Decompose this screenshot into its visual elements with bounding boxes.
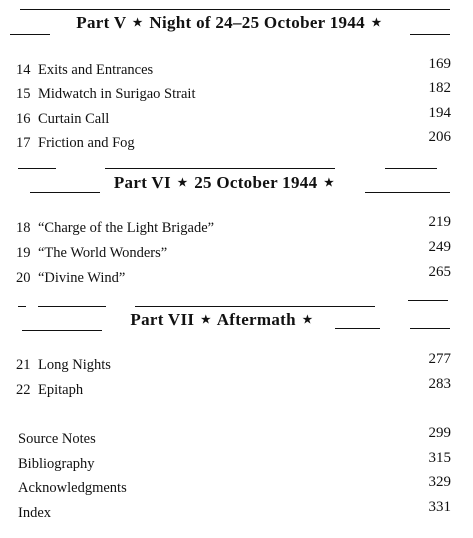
back-matter-title: Acknowledgments — [18, 480, 127, 496]
star-icon: ★ — [200, 314, 212, 326]
chapter-number: 16 — [16, 111, 31, 127]
chapter-number: 15 — [16, 86, 31, 102]
chapter-title: Long Nights — [38, 357, 111, 373]
toc-entry[interactable] — [16, 239, 451, 269]
chapter-title: Midwatch in Surigao Strait — [38, 86, 196, 102]
part-label: Part VI — [113, 173, 171, 192]
page-number: 249 — [428, 239, 451, 255]
toc-entry[interactable] — [16, 474, 451, 504]
toc-entry[interactable] — [16, 425, 451, 455]
chapter-number: 14 — [16, 62, 31, 78]
chapter-title: Exits and Entrances — [38, 62, 154, 78]
toc-entry[interactable] — [16, 214, 451, 244]
part-label: Part V — [76, 13, 127, 32]
part-vii-header — [10, 300, 450, 330]
page-number: 277 — [428, 351, 451, 367]
chapter-number: 22 — [16, 382, 31, 398]
part-v-header — [10, 6, 450, 36]
star-icon: ★ — [302, 314, 313, 326]
page-number: 219 — [428, 214, 451, 230]
star-icon: ★ — [323, 177, 335, 189]
chapter-number: 20 — [16, 270, 31, 286]
toc-entry[interactable] — [16, 450, 451, 480]
part-label: Part VII — [130, 310, 195, 329]
chapter-title: Epitaph — [38, 382, 84, 398]
page-number: 169 — [428, 56, 451, 72]
chapter-title: Curtain Call — [38, 111, 110, 127]
part-subtitle: 25 October 1944 — [194, 173, 318, 192]
chapter-number: 17 — [16, 135, 31, 151]
part-subtitle: Night of 24–25 October 1944 — [149, 13, 365, 32]
part-subtitle: Aftermath — [216, 310, 296, 329]
page-number: 182 — [428, 80, 451, 96]
toc-entry[interactable] — [16, 376, 451, 406]
page-number: 206 — [428, 129, 451, 145]
chapter-number: 19 — [16, 245, 31, 261]
page-number: 299 — [428, 425, 451, 441]
toc-entry[interactable] — [16, 105, 451, 135]
toc-entry[interactable] — [16, 351, 451, 381]
back-matter-title: Bibliography — [18, 456, 95, 472]
star-icon: ★ — [371, 17, 382, 29]
page-number: 329 — [428, 474, 451, 490]
toc-entry[interactable] — [16, 56, 451, 86]
chapter-title: “Charge of the Light Brigade” — [38, 220, 215, 236]
star-icon: ★ — [177, 177, 188, 189]
part-vi-header — [10, 168, 450, 198]
chapter-title: “The World Wonders” — [38, 245, 168, 261]
chapter-title: “Divine Wind” — [38, 270, 126, 286]
page-number: 315 — [428, 450, 451, 466]
page-number: 265 — [428, 264, 451, 280]
toc-entry[interactable] — [16, 499, 451, 529]
chapter-number: 18 — [16, 220, 31, 236]
toc-entry[interactable] — [16, 264, 451, 294]
page-number: 194 — [428, 105, 451, 121]
toc-entry[interactable] — [16, 80, 451, 110]
page-number: 331 — [428, 499, 451, 515]
toc-entry[interactable] — [16, 129, 451, 159]
page-number: 283 — [428, 376, 451, 392]
chapter-number: 21 — [16, 357, 31, 373]
chapter-title: Friction and Fog — [38, 135, 135, 151]
back-matter-title: Index — [18, 505, 52, 521]
star-icon: ★ — [132, 17, 143, 29]
back-matter-title: Source Notes — [18, 431, 96, 447]
